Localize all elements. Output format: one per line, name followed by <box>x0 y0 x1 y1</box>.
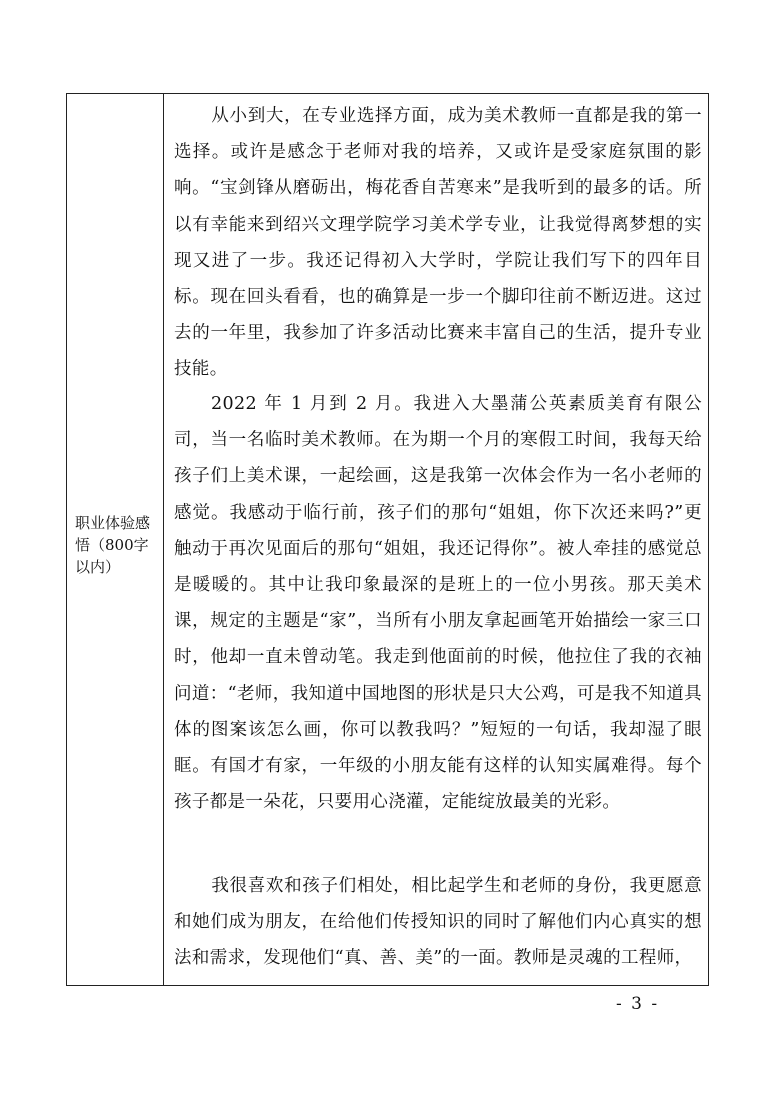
paragraph-text: 从小到大，在专业选择方面，成为美术教师一直都是我的第一选择。或许是感念于老师对我的培养，又或许是受家庭氛围的影响。“宝剑锋从磨砺出，梅花香自苦寒来”是我听到的最多的话。所以有幸能来到绍兴文理学院学习美术学专业，让我觉得离梦想的实现又进了一步。我还记得初入大学时，学院让我们写下的四年目标。现在回头看看，也的确算是一步一个脚印往前不断迈进。这过去的一年里，我参加了许多活动比赛来丰富自己的生活，提升专业技能。 <box>174 106 702 380</box>
paragraph <box>174 386 702 820</box>
page-number: - 3 - <box>616 994 660 1014</box>
paragraph-text: 2022 年 1 月到 2 月。我进入大墨蒲公英素质美育有限公司，当一名临时美术教师。在为期一个月的寒假工时间，我每天给孩子们上美术课，一起绘画，这是我第一次体会作为一名小老师的感觉。我感动于临行前，孩子们的那句“姐姐，你下次还来吗?”更触动于再次见面后的那句“姐姐，我还记得你”。被人牵挂的感觉总是暖暖的。其中让我印象最深的是班上的一位小男孩。那天美术课，规定的主题是“家”，当所有小朋友拿起画笔开始描绘一家三口时，他却一直未曾动笔。我走到他面前的时候，他拉住了我的衣袖问道：“老师，我知道中国地图的形状是只大公鸡，可是我不知道具体的图案该怎么画，你可以教我吗？”短短的一句话，我却湿了眼眶。有国才有家，一年级的小朋友能有这样的认知实属难得。每个孩子都是一朵花，只要用心浇灌，定能绽放最美的光彩。 <box>174 394 702 813</box>
content-cell <box>164 94 708 985</box>
paragraph <box>174 98 702 388</box>
experience-form-table <box>66 93 709 986</box>
label-cell <box>67 94 164 985</box>
paragraph <box>174 868 702 977</box>
field-label: 职业体验感悟（800字以内） <box>75 514 151 576</box>
paragraph-text: 我很喜欢和孩子们相处，相比起学生和老师的身份，我更愿意和她们成为朋友，在给他们传授知识的同时了解他们内心真实的想法和需求，发现他们“真、善、美”的一面。教师是灵魂的工程师， <box>174 876 702 969</box>
